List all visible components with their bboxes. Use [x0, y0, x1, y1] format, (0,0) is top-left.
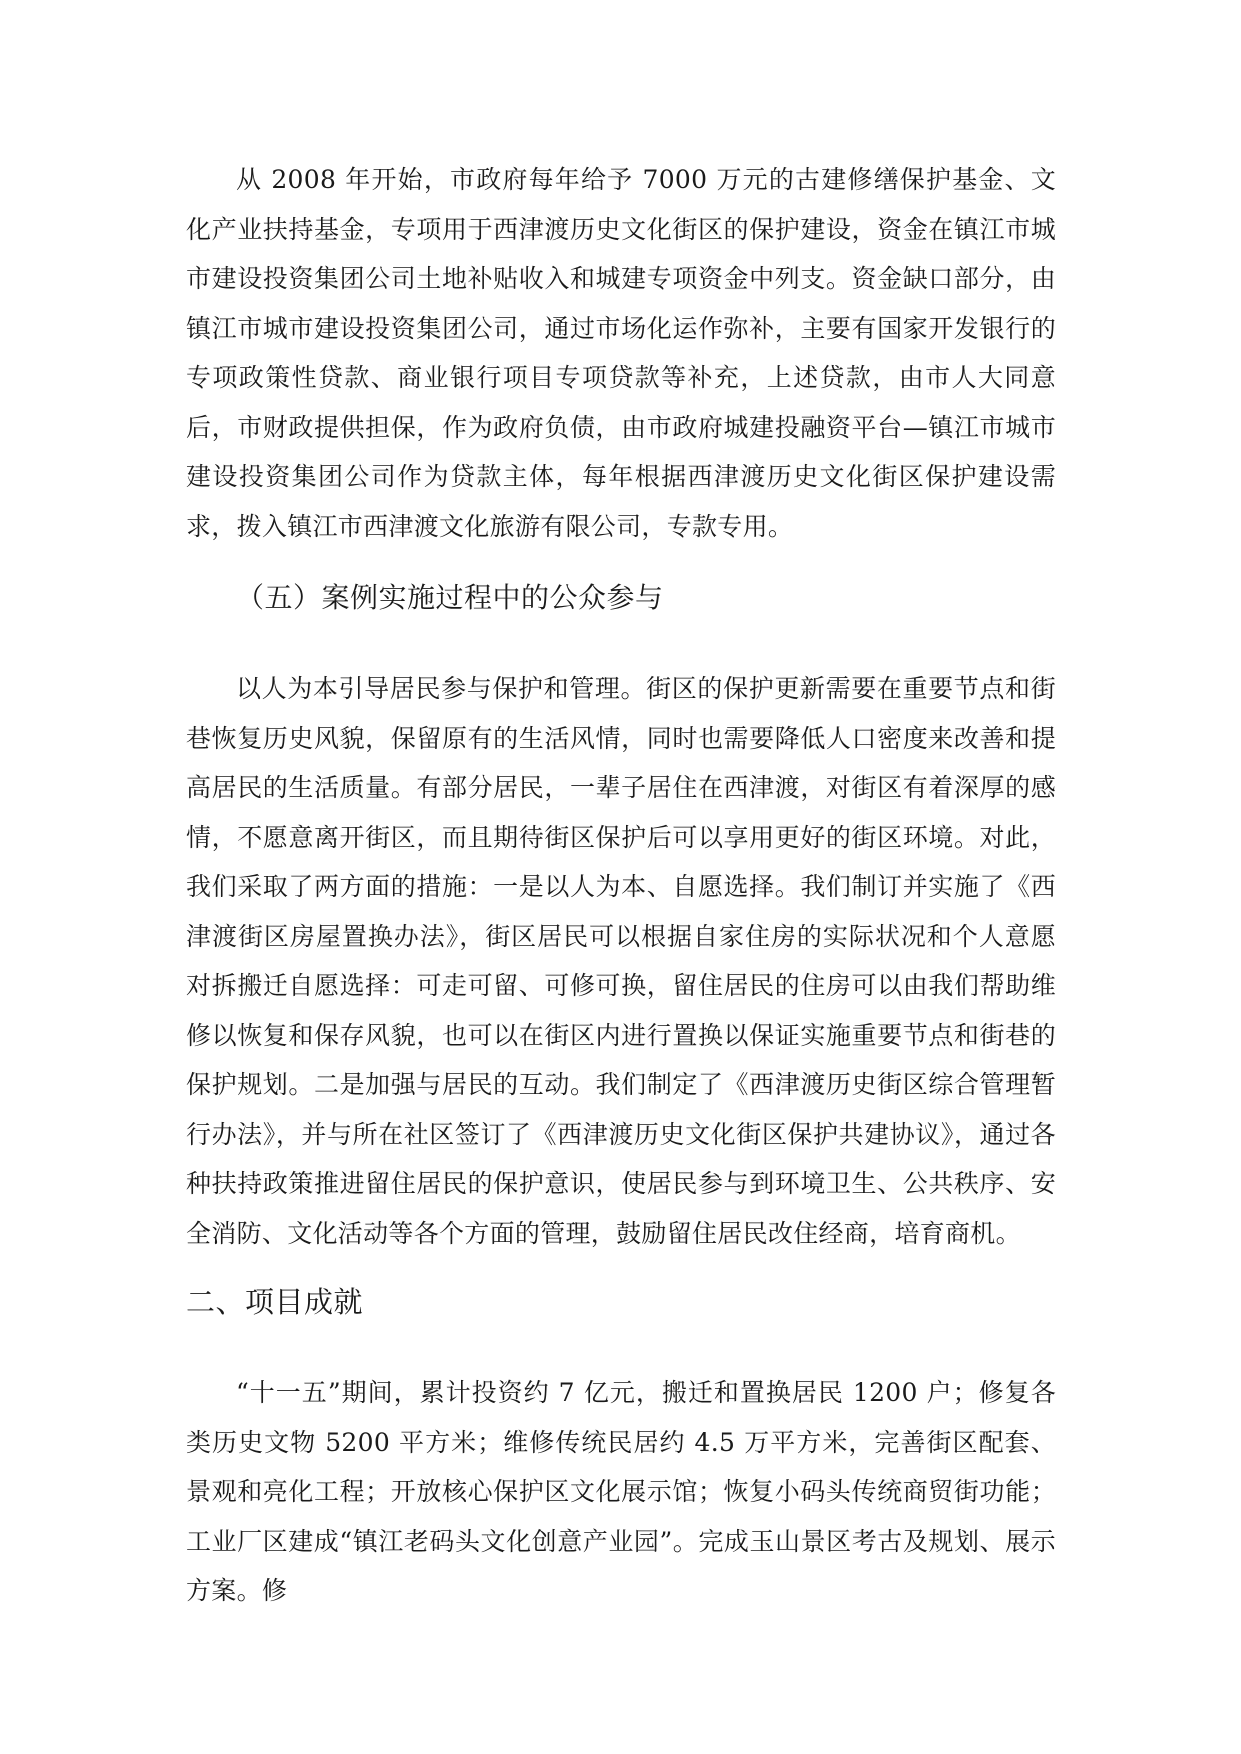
project-achievements-heading: 二、项目成就 — [186, 1285, 364, 1319]
public-participation-paragraph: 以人为本引导居民参与保护和管理。街区的保护更新需要在重要节点和街巷恢复历史风貌，保留原有的生活风情，同时也需要降低人口密度来改善和提高居民的生活质量。有部分居民，一辈子居住在西津渡，对街区有着深厚的感情，不愿意离开街区，而且期待街区保护后可以享用更好的街区环境。对此，我们采取了两方面的措施：一是以人为本、自愿选择。我们制订并实施了《西津渡街区房屋置换办法》，街区居民可以根据自家住房的实际状况和个人意愿对拆搬迁自愿选择：可走可留、可修可换，留住居民的住房可以由我们帮助维修以恢复和保存风貌，也可以在街区内进行置换以保证实施重要节点和街巷的保护规划。二是加强与居民的互动。我们制定了《西津渡历史街区综合管理暂行办法》，并与所在社区签订了《西津渡历史文化街区保护共建协议》，通过各种扶持政策推进留住居民的保护意识，使居民参与到环境卫生、公共秩序、安全消防、文化活动等各个方面的管理，鼓励留住居民改住经商，培育商机。 — [186, 674, 1056, 1248]
public-participation-heading: （五）案例实施过程中的公众参与 — [236, 581, 664, 614]
funding-paragraph: 从 2008 年开始，市政府每年给予 7000 万元的古建修缮保护基金、文化产业扶持基金，专项用于西津渡历史文化街区的保护建设，资金在镇江市城市建设投资集团公司土地补贴收入和城建专项资金中列支。资金缺口部分，由镇江市城市建设投资集团公司，通过市场化运作弥补，主要有国家开发银行的专项政策性贷款、商业银行项目专项贷款等补充，上述贷款，由市人大同意后，市财政提供担保，作为政府负债，由市政府城建投融资平台—镇江市城市建设投资集团公司作为贷款主体，每年根据西津渡历史文化街区保护建设需求，拨入镇江市西津渡文化旅游有限公司，专款专用。 — [186, 165, 1056, 541]
project-achievements-paragraph: “十一五”期间，累计投资约 7 亿元，搬迁和置换居民 1200 户；修复各类历史文物 5200 平方米；维修传统民居约 4.5 万平方米，完善街区配套、景观和亮化工程；开放核心保护区文化展示馆；恢复小码头传统商贸街功能；工业厂区建成“镇江老码头文化创意产业园”。完成玉山景区考古及规划、展示方案。修 — [186, 1378, 1056, 1605]
